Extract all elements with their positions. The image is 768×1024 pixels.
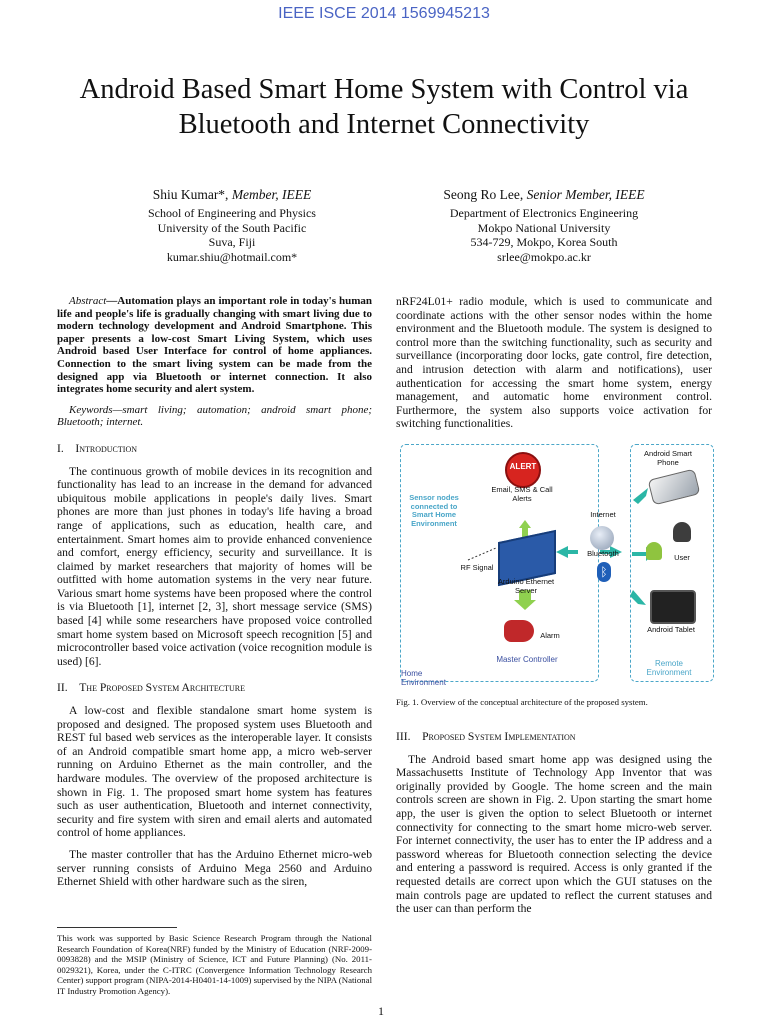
user-label: User: [674, 553, 690, 562]
abstract: [57, 295, 372, 396]
alert-badge-text: ALERT: [509, 462, 537, 471]
page-number: 1: [378, 1004, 384, 1018]
rf-signal-label: RF Signal: [460, 563, 494, 572]
bluetooth-icon: ᛒ: [597, 562, 611, 582]
right-column-bottom: [396, 730, 712, 924]
smartphone-label: Android Smart Phone: [644, 449, 692, 467]
section-heading-introduction: I. Introduction: [57, 441, 137, 455]
section-heading-architecture: II. The Proposed System Architecture: [57, 681, 245, 695]
author-university: University of the South Pacific: [157, 220, 307, 235]
tablet-icon: [650, 590, 696, 624]
right-column-top: [396, 295, 712, 439]
author-block-2: [394, 188, 694, 265]
footnote-rule: [57, 927, 177, 928]
architecture-figure: [398, 440, 716, 686]
bluetooth-label: Bluetooth: [587, 549, 619, 558]
architecture-paragraph-1: A low-cost and flexible standalone smart home system is proposed and designed. The proposed system uses Bluetooth and REST ful based web services as the interoperable layer. It consists of an Android compatible smart home app, a micro web-server running on Arduino Ethernet as the main controller, and the hardware modules. The overview of the proposed architecture is shown in Fig. 1. The proposed smart home system has features such as user authentication, Bluetooth and internet connectivity, security and fire system with siren and email alerts and automated control of home appliances.: [57, 704, 372, 840]
android-robot-icon: [646, 542, 662, 560]
author-name: Shiu Kumar*,: [152, 187, 232, 202]
implementation-paragraph: The Android based smart home app was designed using the Massachusetts Institute of Technology App Inventor that was originally provided by Google. The home screen and the main controls screen are shown in Fig. 2. Upon starting the smart home app, the user is given the option to select Bluetooth or internet connectivity for connecting to the smart home micro-web server. For internet connectivity, the user has to enter the IP address and a password whereas for Bluetooth connection selecting the device and entering a password is required. Access is only granted if the requested details are correct upon which the GUI statuses on the main controls page are updated to reflect the current statuses and the user can than perform the: [396, 752, 712, 916]
keywords: Keywords—smart living; automation; android smart phone; Bluetooth; internet.: [57, 403, 372, 429]
architecture-paragraph-2: The master controller that has the Arduino Ethernet micro-web server running consists of Arduino Mega 2560 and Arduino Ethernet Shield with other hardware such as the siren,: [57, 847, 372, 889]
author-university: Mokpo National University: [477, 220, 611, 235]
arduino-server-label: Arduino Ethernet Server: [497, 577, 555, 595]
author-role: Senior Member, IEEE: [526, 187, 645, 202]
tablet-label: Android Tablet: [647, 625, 695, 634]
siren-icon: [504, 620, 534, 642]
author-location: Suva, Fiji: [208, 235, 256, 250]
sensor-nodes-label: Sensor nodes connected to Smart Home Environment: [409, 493, 459, 528]
left-column: [57, 295, 372, 897]
author-block-1: [82, 188, 382, 265]
figure-caption: Fig. 1. Overview of the conceptual architecture of the proposed system.: [396, 697, 648, 707]
author-email: kumar.shiu@hotmail.com*: [166, 250, 298, 265]
author-location: 534-729, Mokpo, Korea South: [470, 235, 618, 250]
user-icon: [673, 522, 691, 542]
master-controller-label: Master Controller: [496, 655, 558, 664]
abstract-label: Abstract: [69, 295, 107, 307]
section-heading-implementation: III. Proposed System Implementation: [396, 730, 576, 743]
author-affiliation: Department of Electronics Engineering: [449, 205, 639, 220]
paper-title: Android Based Smart Home System with Control via Bluetooth and Internet Connectivity: [79, 74, 689, 140]
author-affiliation: School of Engineering and Physics: [148, 205, 316, 220]
home-environment-label: Home Environment: [401, 669, 446, 687]
intro-paragraph: The continuous growth of mobile devices in its recognition and functionality has lead to an increase in the demand for advanced ubiquitous mobile applications in people's daily lives. Smart phones are more than just phones in today's life having a broad range of applications, such as education, health care, and entertainment. Smart homes aim to provide enhanced convenience and comfort, energy efficiency, security and surveillance. It is claimed by market researchers that majority of homes will be outfitted with home automation systems in the very near future. Various smart home systems have been proposed where the control is via Bluetooth [1], internet [2, 3], short message service (SMS) based [4] while some researchers have proposed voice controlled smart home system based on Microsoft speech recognition [5] and microcontroller based voice activation (voice recognition module is used) [6].: [57, 464, 372, 668]
footnote: This work was supported by Basic Science Research Program through the National Research Foundation of Korea(NRF) funded by the Ministry of Education (NRF-2009-0093828) and the MSIP (Ministry of Science, ICT and Future Planning) (No. 2011-0029321), Korea, under the C-ITRC (Convergence Information Technology Research Center) support program (NIPA-2014-H0401-14-1009) supervised by the NIPA (National IT Industry Promotion Agency).: [57, 933, 373, 996]
alarm-label: Alarm: [540, 631, 560, 640]
globe-icon: [590, 526, 614, 550]
abstract-text: —Automation plays an important role in today's human life and people's life is gradually changing with smart living due to modern technology development and Android Smartphone. This paper presents a low-cost Smart Living System, which uses Android based User Interface for control of home appliances. Connection to the smart living system can be made from the designed app via Bluetooth or internet connection. It also integrates home security and alert system.: [57, 295, 372, 396]
conference-header: IEEE ISCE 2014 1569945213: [278, 5, 490, 22]
architecture-paragraph-continued: nRF24L01+ radio module, which is used to communicate and coordinate actions with the other sensor nodes within the home environment and the Bluetooth module. The system is designed to control more than the switching functionality, such as security and surveillance (incorporating door locks, gate control, fire detection, and intrusion detection with alarm and notifications), user authentication for accessing the smart home system, energy management, and automatic home environment control. Furthermore, the system also supports voice activation for switching functionalities.: [396, 295, 712, 431]
internet-label: Internet: [590, 510, 616, 519]
alert-text: Email, SMS & Call Alerts: [491, 485, 553, 503]
remote-environment-label: Remote Environment: [646, 659, 692, 677]
author-role: Member, IEEE: [231, 187, 312, 202]
author-name: Seong Ro Lee,: [443, 187, 527, 202]
author-email: srlee@mokpo.ac.kr: [497, 250, 591, 265]
